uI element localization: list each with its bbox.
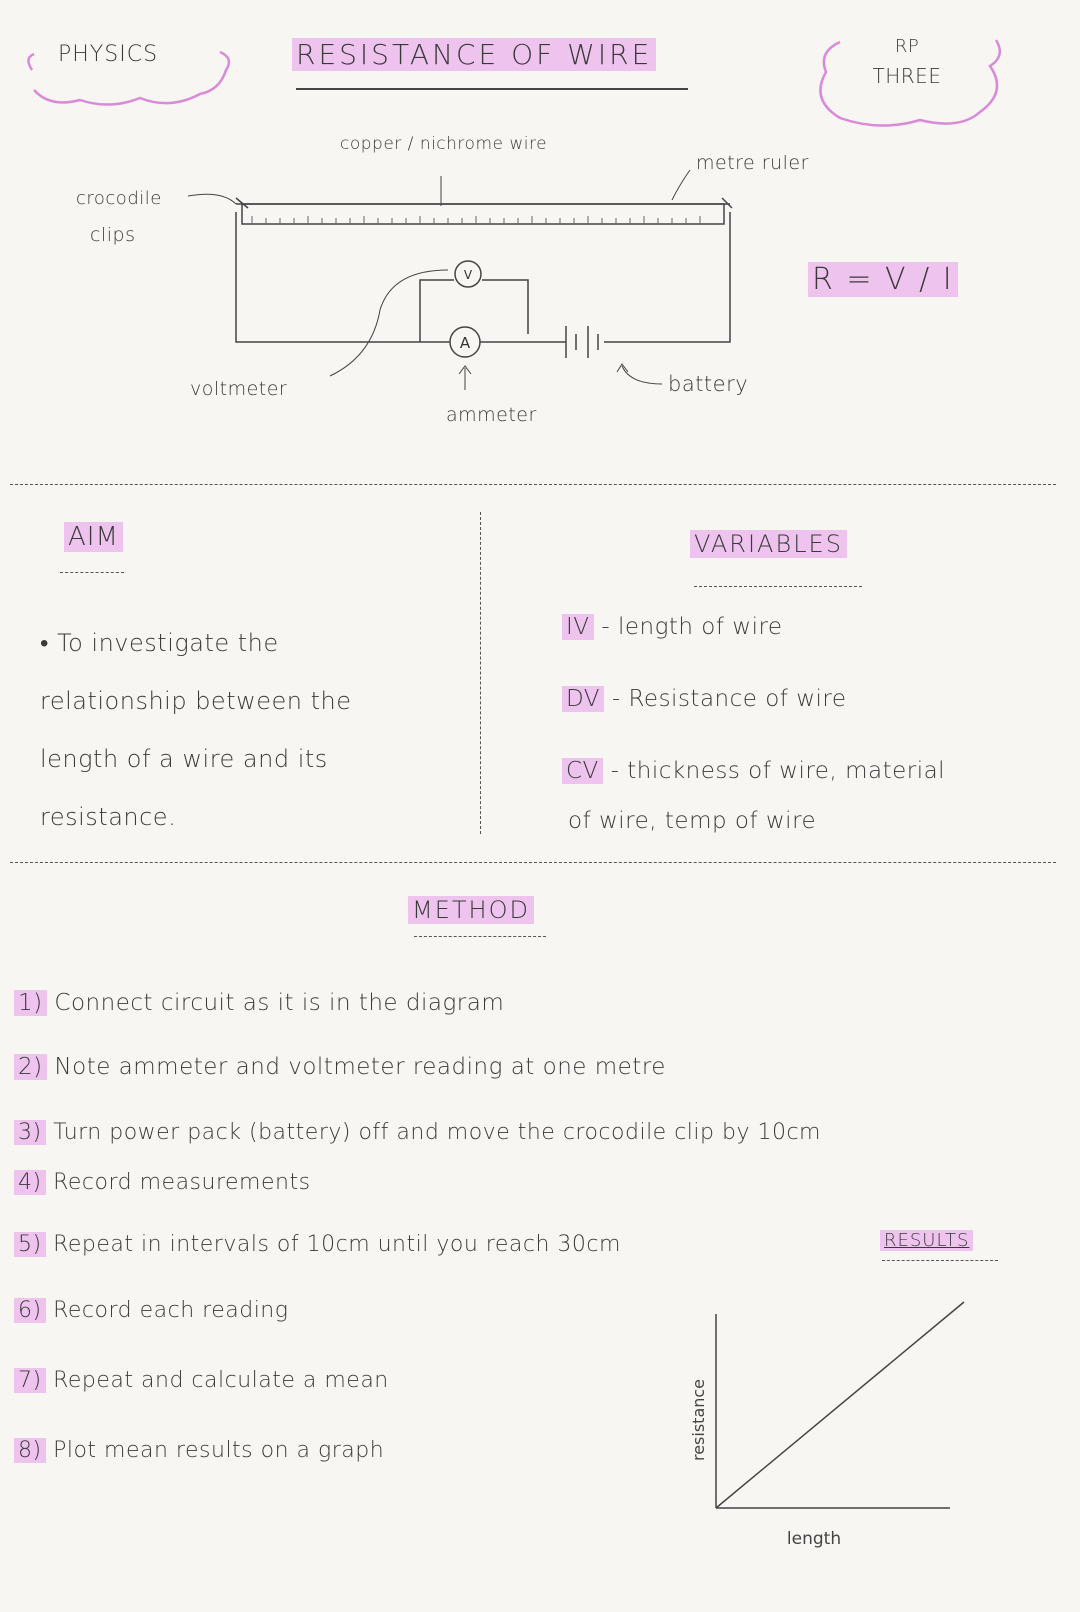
aim-line: relationship between the <box>40 687 352 715</box>
section-divider-top <box>10 484 1056 485</box>
results-graph <box>680 1290 980 1550</box>
cv-text-continued: of wire, temp of wire <box>568 808 817 834</box>
ammeter-label: ammeter <box>446 404 537 426</box>
step-text: Repeat and calculate a mean <box>53 1368 389 1393</box>
step-text: Plot mean results on a graph <box>53 1438 385 1463</box>
subject-label: PHYSICS <box>58 42 159 67</box>
step-number: 7) <box>14 1368 46 1393</box>
crocodile-clip-icons <box>236 198 732 208</box>
step-number: 3) <box>14 1120 46 1145</box>
clips-label-line2: clips <box>90 224 136 246</box>
aim-heading: AIM <box>64 522 123 552</box>
aim-line: length of a wire and its <box>40 745 328 773</box>
clips-label-line1: crocodile <box>76 188 162 209</box>
iv-tag: IV <box>562 614 594 640</box>
step-text: Repeat in intervals of 10cm until you reach 30cm <box>53 1232 621 1257</box>
step-text: Record each reading <box>53 1298 289 1323</box>
voltmeter-label: voltmeter <box>190 378 288 400</box>
aim-line: • To investigate the <box>40 629 279 657</box>
aim-underline <box>60 572 124 573</box>
circuit-wire-left <box>236 212 450 342</box>
method-heading-wrap <box>408 896 534 924</box>
voltmeter-wire-left <box>420 280 454 342</box>
battery-label: battery <box>668 372 749 396</box>
method-step <box>14 1120 821 1145</box>
formula: R = V / I <box>808 262 958 297</box>
battery-pointer <box>617 364 662 384</box>
aim-text <box>40 614 460 846</box>
dv-row <box>562 686 847 712</box>
step-text: Record measurements <box>53 1170 311 1195</box>
method-step <box>14 1438 384 1463</box>
method-step <box>14 1368 389 1393</box>
results-heading-wrap <box>880 1230 973 1251</box>
voltmeter-symbol: V <box>463 268 473 282</box>
formula-wrap <box>808 262 958 297</box>
method-step <box>14 1232 621 1257</box>
step-text: Turn power pack (battery) off and move the crocodile clip by 10cm <box>53 1120 821 1145</box>
voltmeter-wire-right <box>482 280 528 334</box>
results-underline <box>882 1260 998 1261</box>
aim-heading-wrap <box>64 522 123 552</box>
rp-number: THREE <box>872 64 942 88</box>
method-heading: METHOD <box>408 896 534 924</box>
step-text: Note ammeter and voltmeter reading at one metre <box>54 1054 666 1080</box>
rp-label: RP <box>894 36 920 57</box>
metre-ruler <box>242 204 724 224</box>
step-number: 6) <box>14 1298 46 1323</box>
method-step <box>14 1170 311 1195</box>
step-number: 2) <box>14 1054 47 1080</box>
variables-heading: VARIABLES <box>690 530 847 558</box>
dv-tag: DV <box>562 686 604 712</box>
circuit-wire-right <box>604 212 730 342</box>
iv-row <box>562 614 783 640</box>
method-step <box>14 990 504 1016</box>
results-heading: RESULTS <box>880 1230 973 1251</box>
method-step <box>14 1054 666 1080</box>
variables-underline <box>694 586 862 587</box>
method-underline <box>414 936 546 937</box>
iv-text: - length of wire <box>601 614 783 640</box>
cv-row <box>562 758 945 784</box>
battery-icon <box>566 326 598 358</box>
cv-text: - thickness of wire, material <box>610 758 946 784</box>
page-title: RESISTANCE OF WIRE <box>292 38 656 71</box>
dv-text: - Resistance of wire <box>611 686 847 712</box>
ruler-pointer <box>672 170 690 200</box>
step-number: 5) <box>14 1232 46 1257</box>
voltmeter-pointer <box>330 270 448 376</box>
graph-x-label: length <box>786 1529 842 1549</box>
section-divider-middle <box>10 862 1056 863</box>
ammeter-pointer <box>459 366 471 390</box>
step-text: Connect circuit as it is in the diagram <box>54 990 505 1016</box>
method-step <box>14 1298 288 1323</box>
step-number: 8) <box>14 1438 46 1463</box>
cv-tag: CV <box>562 758 603 784</box>
title-underline <box>296 88 688 90</box>
variables-heading-wrap <box>690 530 847 558</box>
ruler-ticks <box>252 216 700 224</box>
step-number: 1) <box>14 990 47 1016</box>
ruler-label: metre ruler <box>696 152 809 174</box>
wire-label: copper / nichrome wire <box>340 134 548 154</box>
ammeter-symbol: A <box>459 334 471 352</box>
clips-pointer <box>188 194 236 204</box>
graph-y-label: resistance <box>689 1378 708 1462</box>
aim-line: resistance. <box>40 803 177 831</box>
column-divider <box>480 512 481 834</box>
step-number: 4) <box>14 1170 46 1195</box>
graph-trend-line <box>716 1302 964 1508</box>
page-title-wrap <box>292 38 656 71</box>
